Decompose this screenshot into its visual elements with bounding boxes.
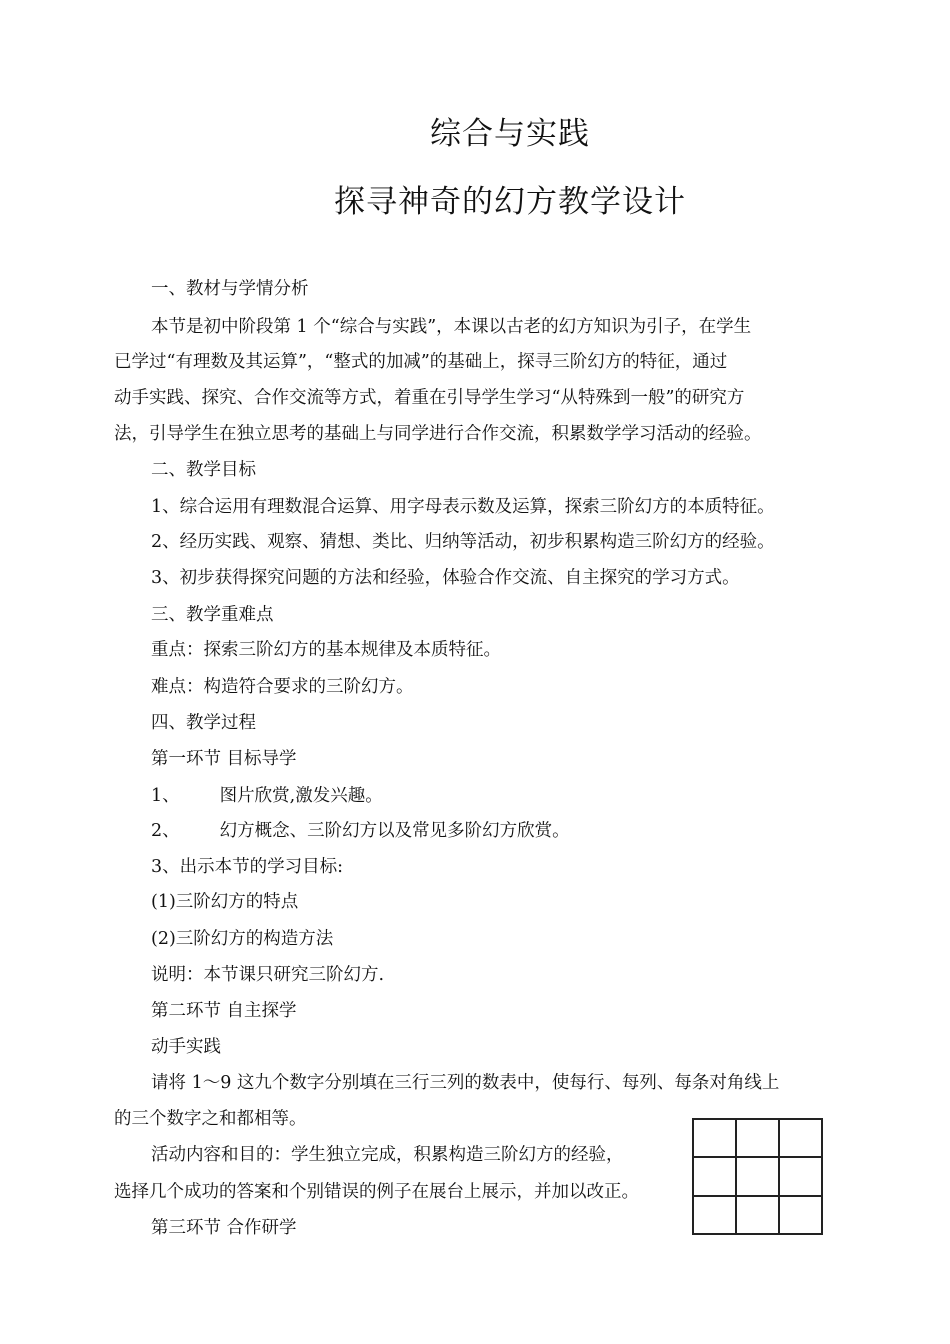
grid-cell: [779, 1196, 822, 1234]
list-item: [151, 819, 570, 843]
list-item: 3、出示本节的学习目标:: [151, 857, 344, 877]
grid-cell: [736, 1196, 779, 1234]
list-number: 2、: [151, 821, 180, 841]
paragraph-line: 请将 1～9 这九个数字分别填在三行三列的数表中，使每行、每列、每条对角线上: [151, 1073, 780, 1093]
list-text: 幻方概念、三阶幻方以及常见多阶幻方欣赏。: [219, 821, 570, 841]
page-subtitle: 探寻神奇的幻方教学设计: [334, 184, 686, 220]
step-heading: 第三环节 合作研学: [151, 1218, 297, 1238]
list-item: [151, 784, 383, 808]
paragraph-line: 本节是初中阶段第 1 个“综合与实践”，本课以古老的幻方知识为引子，在学生: [151, 317, 752, 337]
goal-item: 2、经历实践、观察、猜想、类比、归纳等活动，初步积累构造三阶幻方的经验。: [151, 532, 775, 552]
grid-cell: [736, 1157, 779, 1195]
section-heading-process: 四、教学过程: [151, 713, 256, 733]
paragraph-line: 已学过“有理数及其运算”，“整式的加减”的基础上，探寻三阶幻方的特征，通过: [114, 352, 728, 372]
magic-square-grid: [692, 1118, 823, 1235]
goal-item: 1、综合运用有理数混合运算、用字母表示数及运算，探索三阶幻方的本质特征。: [151, 497, 775, 517]
goal-item: 3、初步获得探究问题的方法和经验，体验合作交流、自主探究的学习方式。: [151, 568, 740, 588]
list-text: 图片欣赏,激发兴趣。: [219, 786, 383, 806]
page-title: 综合与实践: [430, 116, 590, 152]
note-text: 说明：本节课只研究三阶幻方.: [151, 965, 385, 985]
step-heading: 第二环节 自主探学: [151, 1001, 297, 1021]
paragraph-line: 选择几个成功的答案和个别错误的例子在展台上展示，并加以改正。: [114, 1182, 639, 1202]
section-heading-goals: 二、教学目标: [151, 460, 256, 480]
grid-cell: [693, 1196, 736, 1234]
section-heading-keypoints: 三、教学重难点: [151, 605, 274, 625]
subheading-practice: 动手实践: [151, 1037, 221, 1057]
step-heading: 第一环节 目标导学: [151, 749, 297, 769]
objective-item: (2)三阶幻方的构造方法: [151, 929, 334, 949]
grid-cell: [693, 1157, 736, 1195]
grid-cell: [779, 1119, 822, 1157]
grid-cell: [693, 1119, 736, 1157]
paragraph-line: 活动内容和目的：学生独立完成，积累构造三阶幻方的经验，: [151, 1145, 624, 1165]
objective-item: (1)三阶幻方的特点: [151, 892, 299, 912]
section-heading-analysis: 一、教材与学情分析: [151, 279, 309, 299]
list-number: 1、: [151, 786, 180, 806]
grid-cell: [779, 1157, 822, 1195]
difficult-point: 难点：构造符合要求的三阶幻方。: [151, 677, 414, 697]
paragraph-line: 法，引导学生在独立思考的基础上与同学进行合作交流，积累数学学习活动的经验。: [114, 424, 762, 444]
key-point: 重点：探索三阶幻方的基本规律及本质特征。: [151, 640, 501, 660]
paragraph-line: 的三个数字之和都相等。: [114, 1109, 307, 1129]
grid-cell: [736, 1119, 779, 1157]
paragraph-line: 动手实践、探究、合作交流等方式，着重在引导学生学习“从特殊到一般”的研究方: [114, 388, 745, 408]
